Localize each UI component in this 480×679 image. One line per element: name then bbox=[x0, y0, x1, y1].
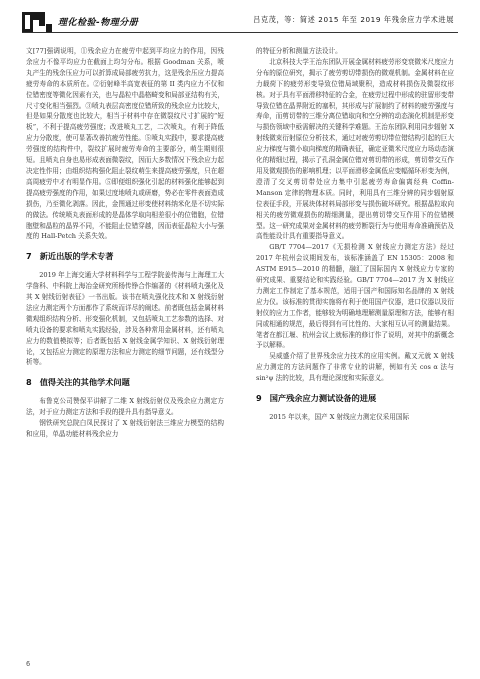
right-column bbox=[256, 46, 454, 423]
section-title: 国产残余应力测试设备的进展 bbox=[269, 393, 377, 404]
journal-logo-icon bbox=[22, 10, 52, 34]
paragraph: 文[77]强调说明，①残余应力在疲劳中起到平均应力的作用，因残余应力不像平均应力在截面上均匀分布。根据 Goodman 关系，喷丸产生的残余压应力可以折算成局部疲劳抗力，这是残余压应力提高疲劳寿命的本质所在。②衍射峰半高宽表征的第 II 类内应力不仅和位错密度等微化因素有关，也与晶粒中晶格畸变和局部亚结构有关，尺寸变化相当强烈。③喷丸表层高密度位错所致的残余应力比较大，但是如果分散度也比较大，相当于材料中存在微裂纹尺寸扩展的“短板”，不利于提高疲劳强度；改进喷丸工艺，二次喷丸，有利于降低应力分散度，使可显著改善抗疲劳性能。⑤喷丸实践中，要求提高疲劳强度的结构件中，裂纹扩展时疲劳寿命的主要部分，萌生期则很短。且喷丸自身也易形成表面微裂纹，因而大多数情况下残余应力起决定性作用；由组织结构强化阻止裂纹萌生来提高疲劳强度，只在超高周疲劳中才有明显作用。⑤即便组织强化引起的材料强化能够起到提高疲劳强度的作用，如果过度地喷丸或研磨，势必在零件表面造成损伤，乃至微化剥落。因此，金图通过形变使材料纳米化是不切实际的做法。传统喷丸表面形成的是晶体学取向相差很小的位错胞，位错胞壁和晶粒的晶界不同，不能阻止位错穿越，因而表征晶粒大小与强度的 Hall-Petch 关系失效。 bbox=[26, 47, 224, 241]
running-head: 吕克茂，等：简述 2015 年至 2019 年残余应力学术进展 bbox=[253, 15, 454, 24]
paragraph: 钢铁研究总院白凤民探讨了 X 射线衍射法三维应力模型的结构和应用，单晶功能材料残余应力 bbox=[26, 419, 224, 438]
section-number: 8 bbox=[26, 377, 32, 388]
paragraph: 吴威盛介绍了世界残余应力技术的应用实例。戴又元就 X 射线应力测定的方法问题作了非常专业的讲解，例如有关 cos α 法与 sin²ψ 法的比较，具有理论深度和实际意义。 bbox=[256, 352, 454, 383]
section-title: 新近出版的学术专著 bbox=[39, 251, 114, 262]
paragraph: 北京科技大学王治东团队开展金属材料疲劳形变衰微米尺度应力分布的原位研究，揭示了疲劳剪切带损伤的微观机制。金属材料在应力载荷下的疲劳形变导致位错局域聚积，造成材料损伤及微裂纹形核。对于具有平面滑移特征的合金，在疲劳过程中形成的驻留形变带导致位错在晶界附近的塞积，其形成与扩展制约了材料的疲劳强度与寿命，而剪切带的三维分离位错取向和空分辨的动态演化机制是形变与损伤领域中亟需解决的关键科学难题。王治东团队利用同步辐射 X 射线微束衍射原位分析技术，通过对疲劳剪切带位错结构引起的巨大应力梯度与微小取向梯度的精确表征，确定亚微米尺度应力场动态演化的精细过程，揭示了孔洞金属位错对剪切带的形成，剪切带交互作用及微观损伤的影响机理；以平面滑移金属低应变幅循环形变为例，澄清了交叉剪切带处应力集中引起疲劳寿命偏离经典 Coffin-Manson 定律的物理本质。同时，利用具有三维分辨的同步辐射原位表征手段，开展块体材料局部形变与损伤破坏研究。根据晶粒取向相关的疲劳微观损伤的精细测量，提出剪切带交互作用下的位错模型。这一研究成果对金属材料的疲劳断裂行为与使用寿命准确预估及高性能设计具有重要指导意义。 bbox=[256, 57, 455, 241]
paragraph: 2015 年以来，国产 X 射线应力测定仪采用国际 bbox=[269, 413, 410, 421]
paragraph: 布鲁克公司赞保平讲解了二维 X 射线衍射仪及残余应力测定方法，对于应力测定方法和手段的提升具有指导意义。 bbox=[26, 397, 224, 417]
section-heading-9 bbox=[256, 393, 454, 404]
left-column bbox=[26, 46, 224, 440]
page-number: 6 bbox=[26, 660, 31, 668]
journal-name: 理化检验-物理分册 bbox=[58, 18, 139, 28]
paragraph: GB/T 7704—2017《无损检测 X 射线应力测定方法》经过 2017 年杭州会议期间发布，该标准涵盖了 EN 15305：2008 和 ASTM E915—2010 的精髓，融汇了国际国内 X 射线应力专家的研究成果、重要结论和实践经验。GB/T 7704—2017 为 X 射线应力测定工作制定了基本规范，适用于国产和国际知名品牌的 X 射线应力仪。该标准的贯彻实施将有利于使用国产仪器，进口仪器以及衍射仪的应力工作者，能够较为明确地理解测量原理和方法，能够有相同或相通的规范，最后得到有可比性的、大家相互认可的测量结果。笔者在都江堰、杭州会议上就标准的修订作了说明，对其中的新概念予以解释。 bbox=[256, 243, 454, 350]
paragraph: 的特征分析和测量方法设计。 bbox=[256, 47, 342, 55]
section-heading-8 bbox=[26, 377, 224, 388]
header-rule bbox=[22, 32, 458, 33]
section-number: 7 bbox=[26, 251, 32, 262]
page-header bbox=[0, 0, 480, 40]
section-heading-7 bbox=[26, 251, 224, 262]
section-number: 9 bbox=[256, 393, 262, 404]
section-title: 值得关注的其他学术问题 bbox=[39, 377, 130, 388]
paragraph: 2019 年上海交通大学材料科学与工程学院姜传海与上海理工大学詹科、中科院上海冶金研究所杨传铮合作编著的《材料喷丸强化及其 X 射线衍射表征》一书出版。该书在喷丸强化技术和 X 射线衍射法应力测定两个方面都作了系统而详尽的阐述。前者既包括金属材料微观组织结构分析、形变强化机制，又包括喷丸工艺参数的选择、对喷丸设备的要求和喷丸实践经验，涉及各种常用金属材料，还有喷丸应力的数值模拟等；后者既包括 X 射线金属学知识、X 射线衍射理论，又包括应力测定的原理方法和应力测定的细节问题，还有线型分析等。 bbox=[26, 271, 224, 367]
